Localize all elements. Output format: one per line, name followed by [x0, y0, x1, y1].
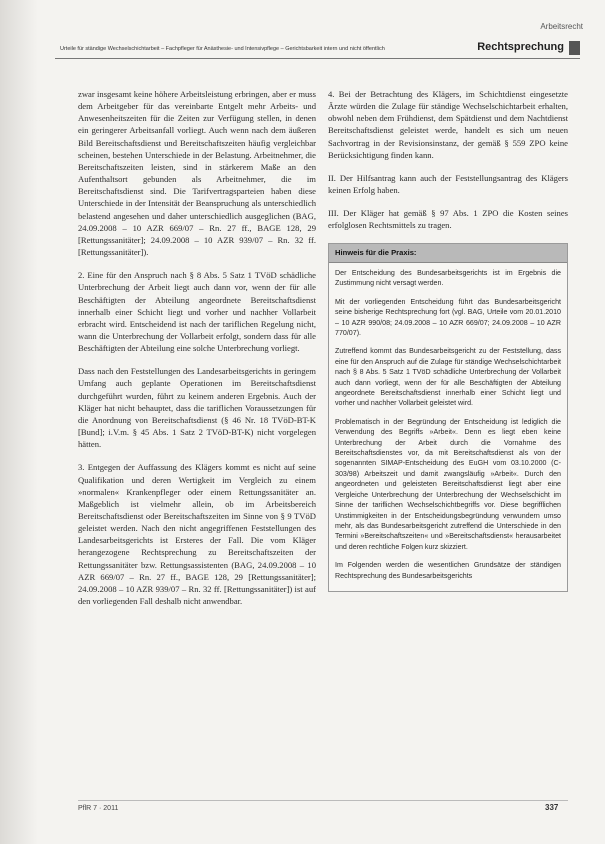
paragraph: 4. Bei der Betrachtung des Klägers, im Schichtdienst eingesetzte Ärzte würden die Zulage für ständige Wechselschichtarbeit erhalten, obwohl neben dem Frühdienst, dem Spätdienst und dem Nachtdienst Bereitschaftsdienst geleistet werde, handelt es sich um neuen Sachvortrag in der Revisionsinstanz, der gemäß § 559 ZPO keine Berücksichtigung finden kann. — [328, 89, 568, 160]
paragraph: II. Der Hilfsantrag kann auch der Feststellungsantrag des Klägers keinen Erfolg haben. — [328, 172, 568, 196]
section-marker — [569, 41, 580, 55]
scan-edge-shadow — [0, 0, 38, 844]
footer-divider — [78, 800, 568, 801]
page-number: 337 — [545, 803, 559, 812]
paragraph: zwar insgesamt keine höhere Arbeitsleistung erbringen, aber er muss dem Arbeitgeber für das vereinbarte Entgelt mehr Arbeits- und Anwesenheitszeiten für die Zeiten zur Verfügung stellen, in denen ein geringerer Arbeitsanfall vorliegt. Auch wenn nach dem äußeren Bild Bereitschaftsdienst und Bereitschaftszeiten häufig vergleichbar scheinen, bestehen Unterschiede in der Belastung. Arbeitnehmer, die Bereitschaftszeiten leisten, sind in stärkerem Maße an den Aufenthaltsort gebunden als Arbeitnehmer, die im Bereitschaftsdienst sind. Die Tarifvertragsparteien haben diese Unterschiede in der Intensität der Beanspruchung als unterschiedlich belastend angesehen und daher unterschiedlich ausgeglichen (BAG, 24.09.2008 – 10 AZR 669/07 – Rn. 27 ff., BAGE 128, 29 [Rettungssanitäter]; 24.09.2008 – 10 AZR 939/07 – Rn. 32 ff. [Rettungssanitäter]). — [78, 89, 316, 258]
paragraph: III. Der Kläger hat gemäß § 97 Abs. 1 ZPO die Kosten seines erfolglosen Rechtsmittels zu tragen. — [328, 208, 568, 231]
practice-note-paragraph: Der Entscheidung des Bundesarbeitsgerichts ist im Ergebnis die Zustimmung nicht versagt werden. — [335, 268, 561, 288]
practice-note-paragraph: Im Folgenden werden die wesentlichen Grundsätze der ständigen Rechtsprechung des Bundesarbeitsgerichts — [335, 561, 561, 580]
practice-note-paragraph: Zutreffend kommt das Bundesarbeitsgericht zu der Feststellung, dass eine für den Anspruch auf die Zulage für ständige Wechselschichtarbeit nach § 8 Abs. 5 Satz 1 TVöD schädliche Unterbrechung der Vollarbeit auch dann vorliegt, wenn der für alle Beschäftigten der Abteilung angeordnete Bereitschaftsdienst innerhalb einer Schicht liegt und vorher und nachher Vollarbeit geleistet wird. — [335, 347, 561, 408]
paragraph: 2. Eine für den Anspruch nach § 8 Abs. 5 Satz 1 TVöD schädliche Unterbrechung der Arbeit liegt auch dann vor, wenn der für alle Beschäftigten der Abteilung angeordnete Bereitschaftsdienst innerhalb einer Schicht liegt und vorher und nachher Vollarbeit erbracht wird. Entscheidend ist nach der tariflichen Regelung nicht, wann die Unterbrechung der Vollarbeit erfolgt, sondern dass für alle Beschäftigten der Abteilung eine solche Unterbrechung vorliegt. — [78, 270, 316, 354]
practice-note-box — [328, 243, 568, 592]
practice-note-paragraph: Mit der vorliegenden Entscheidung führt das Bundesarbeitsgericht seine bisherige Rechtsprechung fort (vgl. BAG, Urteile vom 20.01.2010 – 10 AZR 990/08; 24.09.2008 – 10 AZR 669/07; 24.09.2008 – 10 AZR 770/07). — [335, 297, 561, 337]
section-title: Rechtsprechung — [477, 41, 564, 53]
issue-label: PflR 7 · 2011 — [78, 805, 119, 812]
practice-note-paragraph: Problematisch in der Begründung der Entscheidung ist lediglich die Verwendung des Begriffs »Arbeit«. Denn es liegt eben keine Unterbrechung der Arbeit durch die Vornahme des Bereitschaftsdienstes vor, da mit Bereitschaftsdienst als von der sogenannten SIMAP-Entscheidung des EuGH vom 03.10.2000 (C-303/98) Arbeitszeit und damit zwangsläufig »Arbeit«. Durch den angeordneten und geleisteten Bereitschaftsdienst liegt aber eine Vergleiche Unterbrechung der Unterbrechung der Wechselschicht im Sinne der tariflichen Wechselschichtbegriffs vor. Diese begrifflichen Unstimmigkeiten in der Entscheidungsbegründung verwundern umso mehr, als das Bundesarbeitsgericht zutreffend die Unterschiede in den Termini »Bereitschaftszeiten« und »Bereitschaftsdienst« herausarbeitet und deren rechtliche Folgen kurz skizziert. — [335, 417, 561, 551]
practice-note-body — [329, 263, 567, 591]
journal-header — [55, 40, 580, 59]
practice-note-title: Hinweis für die Praxis: — [329, 244, 567, 263]
journal-subtitle: Urteile für ständige Wechselschichtarbeit – Fachpfleger für Anästhesie- und Intensivpflege – Gerichtsbarkeit intern und nicht öffentlich — [60, 46, 385, 52]
left-column — [78, 88, 316, 618]
paragraph: Dass nach den Feststellungen des Landesarbeitsgerichts in geringem Umfang auch geplante Operationen im Bereitschaftsdienst durchgeführt wurden, führt zu keinem anderen Ergebnis. Auch der Kläger hat nicht behauptet, dass die tariflichen Voraussetzungen für die Anordnung von Bereitschaftsdienst (§ 46 Nr. 18 TVöD-BT-K [Bund]; i.V.m. § 45 Abs. 1 Satz 2 TVöD-BT-K) nicht vorgelegen hätten. — [78, 366, 316, 450]
right-column — [328, 88, 568, 592]
paragraph: 3. Entgegen der Auffassung des Klägers kommt es nicht auf seine Qualifikation und deren Wertigkeit im Vergleich zu einem »normalen« Krankenpfleger oder einem Rettungssanitäter an. Maßgeblich ist vielmehr allein, ob im Arbeitsbereich Bereitschaftsdienst oder Bereitschaftszeiten im Sinne von § 9 TVöD geleistet werden. Nach den nicht angegriffenen Feststellungen des Landesarbeitsgerichts ist Ersteres der Fall. Die vom Kläger herangezogene Rechtsprechung zu Bereitschaftszeiten der Rettungssanitäter bzw. Rettungsassistenten (BAG, 24.09.2008 – 10 AZR 669/07 – Rn. 27 ff., BAGE 128, 29 [Rettungssanitäter]; 24.09.2008 – 10 AZR 939/07 – Rn. 32 ff. [Rettungssanitäter]) ist auf den vorliegenden Fall deshalb nicht anwendbar. — [78, 462, 316, 607]
category-label: Arbeitsrecht — [540, 22, 583, 31]
